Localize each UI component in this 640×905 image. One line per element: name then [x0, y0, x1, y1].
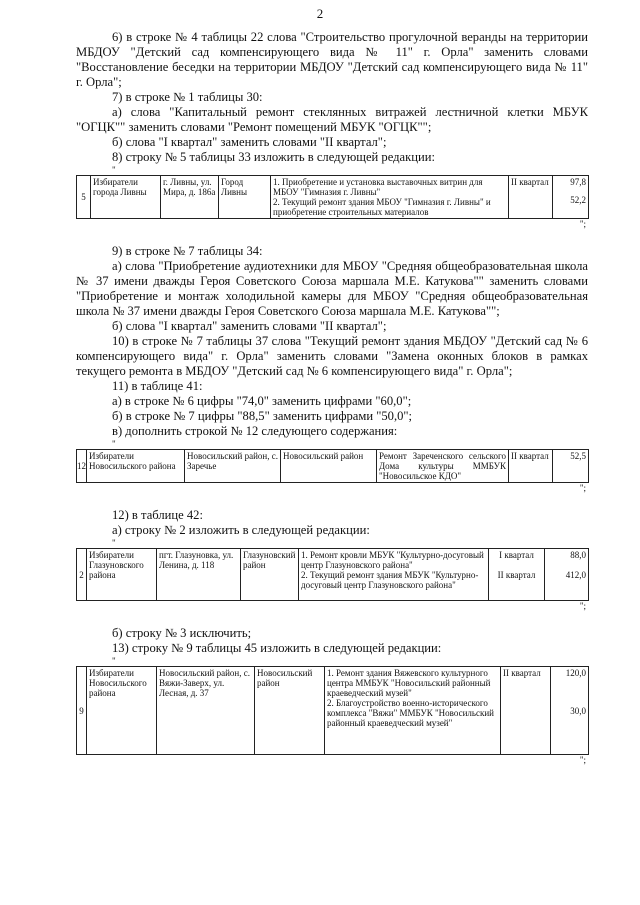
district-cell: Избиратели города Ливны	[91, 176, 161, 219]
address-cell: г. Ливны, ул. Мира, д. 186а	[161, 176, 219, 219]
amount-value: 30,0	[570, 706, 586, 716]
paragraph-item-6: 6) в строке № 4 таблицы 22 слова "Строительство прогулочной веранды на территории МБДОУ "Детский сад компенсирующего вида № 11" г. Орла" заменить словами "Восстановление беседки на территории МБДОУ "Детский сад компенсирующего вида № 11" г. Орла";	[76, 30, 588, 89]
amount-value: 412,0	[565, 570, 586, 580]
work-item: 1. Приобретение и установка выставочных витрин для МБОУ "Гимназия г. Ливны"	[273, 177, 483, 197]
amount-cell	[551, 667, 589, 755]
address-cell: Новосильский район, с. Вяжи-Заверх, ул. Лесная, д. 37	[157, 667, 255, 755]
paragraph-item-8: 8) строку № 5 таблицы 33 изложить в следующей редакции:	[112, 150, 435, 164]
paragraph-item-9a: а) слова "Приобретение аудиотехники для МБОУ "Средняя общеобразовательная школа № 37 имени дважды Героя Советского Союза маршала М.Е. Катукова"" заменить словами "Приобретение и монтаж холодильной камеры для МБОУ "Средняя общеобразовательная школа № 37 имени дважды Героя Советского Союза маршала М.Е. Катукова"";	[76, 259, 588, 318]
paragraph-item-9b: б) слова "I квартал" заменить словами "II квартал";	[112, 319, 387, 333]
quarter-value: I квартал	[499, 550, 534, 560]
paragraph-item-11c: в) дополнить строкой № 12 следующего содержания:	[112, 424, 398, 438]
quarter-cell	[489, 549, 545, 601]
paragraph-item-7: 7) в строке № 1 таблицы 30:	[112, 90, 263, 104]
district-cell: Избиратели Новосильского района	[87, 667, 157, 755]
municipality-cell: Город Ливны	[219, 176, 271, 219]
row-number: 2	[77, 549, 87, 601]
address-cell: пгт. Глазуновка, ул. Ленина, д. 118	[157, 549, 241, 601]
close-quote: ";	[579, 755, 586, 765]
district-cell: Избиратели Новосильского района	[87, 450, 185, 483]
municipality-cell: Новосильский район	[255, 667, 325, 755]
work-item: 2. Текущий ремонт здания МБУК "Культурно-досуговый центр Глазуновского района"	[301, 570, 479, 590]
amount-value: 97,8	[570, 177, 586, 187]
paragraph-item-13: 13) строку № 9 таблицы 45 изложить в следующей редакции:	[112, 641, 442, 655]
municipality-cell: Глазуновский район	[241, 549, 299, 601]
close-quote: ";	[579, 601, 586, 611]
row-number: 9	[77, 667, 87, 755]
amount-cell: 52,5	[553, 450, 589, 483]
quarter-cell: II квартал	[509, 450, 553, 483]
table-33-row-5	[76, 175, 589, 219]
amount-value: 88,0	[570, 550, 586, 560]
close-quote: ";	[579, 219, 586, 229]
amount-cell	[553, 176, 589, 219]
open-quote: "	[112, 439, 116, 449]
open-quote: "	[112, 165, 116, 175]
page-number: 2	[316, 6, 324, 21]
works-cell: Ремонт Зареченского сельского Дома культуры ММБУК "Новосильское КДО"	[377, 450, 509, 483]
paragraph-item-12: 12) в таблице 42:	[112, 508, 203, 522]
amount-value: 120,0	[565, 668, 586, 678]
quarter-cell: II квартал	[501, 667, 551, 755]
quarter-cell: II квартал	[509, 176, 553, 219]
amount-value: 52,2	[570, 195, 586, 205]
amount-cell	[545, 549, 589, 601]
paragraph-item-12b: б) строку № 3 исключить;	[112, 626, 252, 640]
paragraph-item-9: 9) в строке № 7 таблицы 34:	[112, 244, 263, 258]
district-cell: Избиратели Глазуновского района	[87, 549, 157, 601]
work-item: 2. Благоустройство военно-исторического комплекса "Вяжи" ММБУК "Новосильский районный краеведческий музей"	[327, 698, 494, 728]
work-item: 1. Ремонт кровли МБУК "Культурно-досуговый центр Глазуновского района"	[301, 550, 484, 570]
quarter-value: II квартал	[497, 570, 536, 580]
paragraph-item-11: 11) в таблице 41:	[112, 379, 203, 393]
table-42-row-2	[76, 548, 589, 601]
works-cell	[299, 549, 489, 601]
work-item: 1. Ремонт здания Вяжевского культурного центра ММБУК "Новосильский районный краеведческий музей"	[327, 668, 491, 698]
row-number: 5	[77, 176, 91, 219]
open-quote: "	[112, 656, 116, 666]
works-cell	[325, 667, 501, 755]
open-quote: "	[112, 538, 116, 548]
paragraph-item-11b: б) в строке № 7 цифры "88,5" заменить цифрами "50,0";	[112, 409, 413, 423]
paragraph-item-11a: а) в строке № 6 цифры "74,0" заменить цифрами "60,0";	[112, 394, 412, 408]
document-body	[76, 30, 588, 766]
paragraph-item-10: 10) в строке № 7 таблицы 37 слова "Текущий ремонт здания МБДОУ "Детский сад № 6 компенсирующего вида" г. Орла" заменить словами "Замена оконных блоков в рамках текущего ремонта в МБДОУ "Детский сад № 6 компенсирующего вида" г. Орла";	[76, 334, 588, 378]
municipality-cell: Новосильский район	[281, 450, 377, 483]
table-45-row-9	[76, 666, 589, 755]
works-cell	[271, 176, 509, 219]
paragraph-item-7a: а) слова "Капитальный ремонт стеклянных витражей лестничной клетки МБУК "ОГЦК"" заменить словами "Ремонт помещений МБУК "ОГЦК"";	[76, 105, 588, 134]
row-number: 12	[77, 450, 87, 483]
paragraph-item-12a: а) строку № 2 изложить в следующей редакции:	[112, 523, 370, 537]
paragraph-item-7b: б) слова "I квартал" заменить словами "II квартал";	[112, 135, 387, 149]
address-cell: Новосильский район, с. Заречье	[185, 450, 281, 483]
work-item: 2. Текущий ремонт здания МБОУ "Гимназия г. Ливны" и приобретение строительных материалов	[273, 197, 491, 217]
table-41-row-12	[76, 449, 589, 483]
close-quote: ";	[579, 483, 586, 493]
